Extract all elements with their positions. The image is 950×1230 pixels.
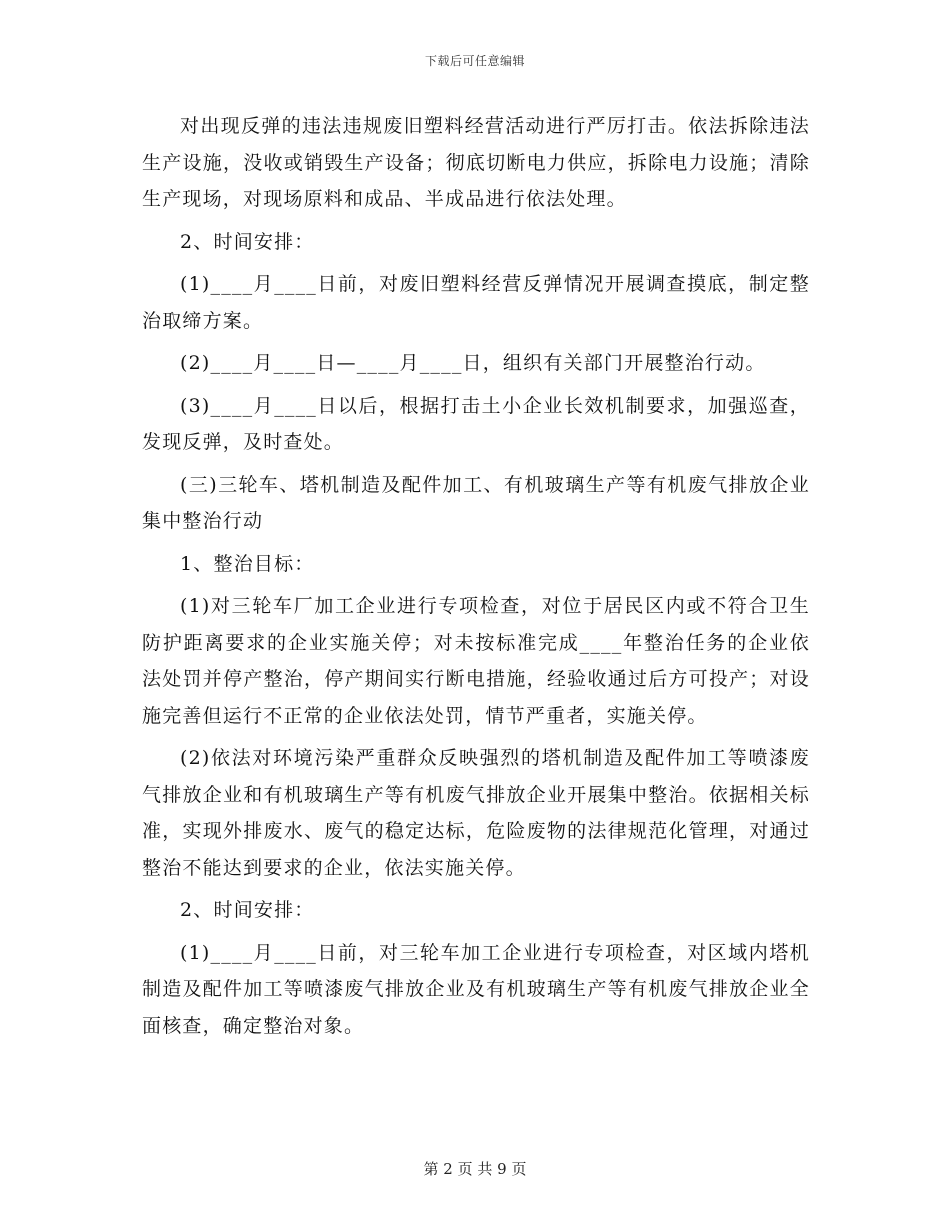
paragraph: 对出现反弹的违法违规废旧塑料经营活动进行严厉打击。依法拆除违法生产设施，没收或销毁生产设备；彻底切断电力供应，拆除电力设施；清除生产现场，对现场原料和成品、半成品进行依法处理。 — [142, 115, 810, 210]
paragraph: (2)____月____日—____月____日，组织有关部门开展整治行动。 — [180, 352, 766, 374]
paragraph: (3)____月____日以后，根据打击土小企业长效机制要求，加强巡查，发现反弹，及时查处。 — [142, 394, 810, 453]
page-header: 下载后可任意编辑 — [424, 54, 525, 68]
paragraph: (1)____月____日前，对废旧塑料经营反弹情况开展调查摸底，制定整治取缔方案。 — [142, 273, 810, 332]
document-body — [142, 108, 810, 1050]
paragraph: (2)依法对环境污染严重群众反映强烈的塔机制造及配件加工等喷漆废气排放企业和有机玻璃生产等有机废气排放企业开展集中整治。依据相关标准，实现外排废水、废气的稳定达标，危险废物的法律规范化管理，对通过整治不能达到要求的企业，依法实施关停。 — [142, 747, 810, 879]
section-heading: 2、时间安排： — [180, 230, 315, 253]
section-heading: (三)三轮车、塔机制造及配件加工、有机玻璃生产等有机废气排放企业集中整治行动 — [142, 473, 810, 532]
section-heading: 2、时间安排： — [180, 899, 315, 921]
paragraph: (1)____月____日前，对三轮车加工企业进行专项检查，对区域内塔机制造及配件加工等喷漆废气排放企业及有机玻璃生产等有机废气排放企业全面核查，确定整治对象。 — [142, 941, 810, 1037]
page-number: 第 2 页 共 9 页 — [423, 1160, 527, 1178]
paragraph: (1)对三轮车厂加工企业进行专项检查，对位于居民区内或不符合卫生防护距离要求的企业实施关停；对未按标准完成____年整治任务的企业依法处罚并停产整治，停产期间实行断电措施，经验收通过后方可投产；对设施完善但运行不正常的企业依法处罚，情节严重者，实施关停。 — [142, 595, 810, 727]
section-heading: 1、整治目标： — [180, 552, 315, 575]
